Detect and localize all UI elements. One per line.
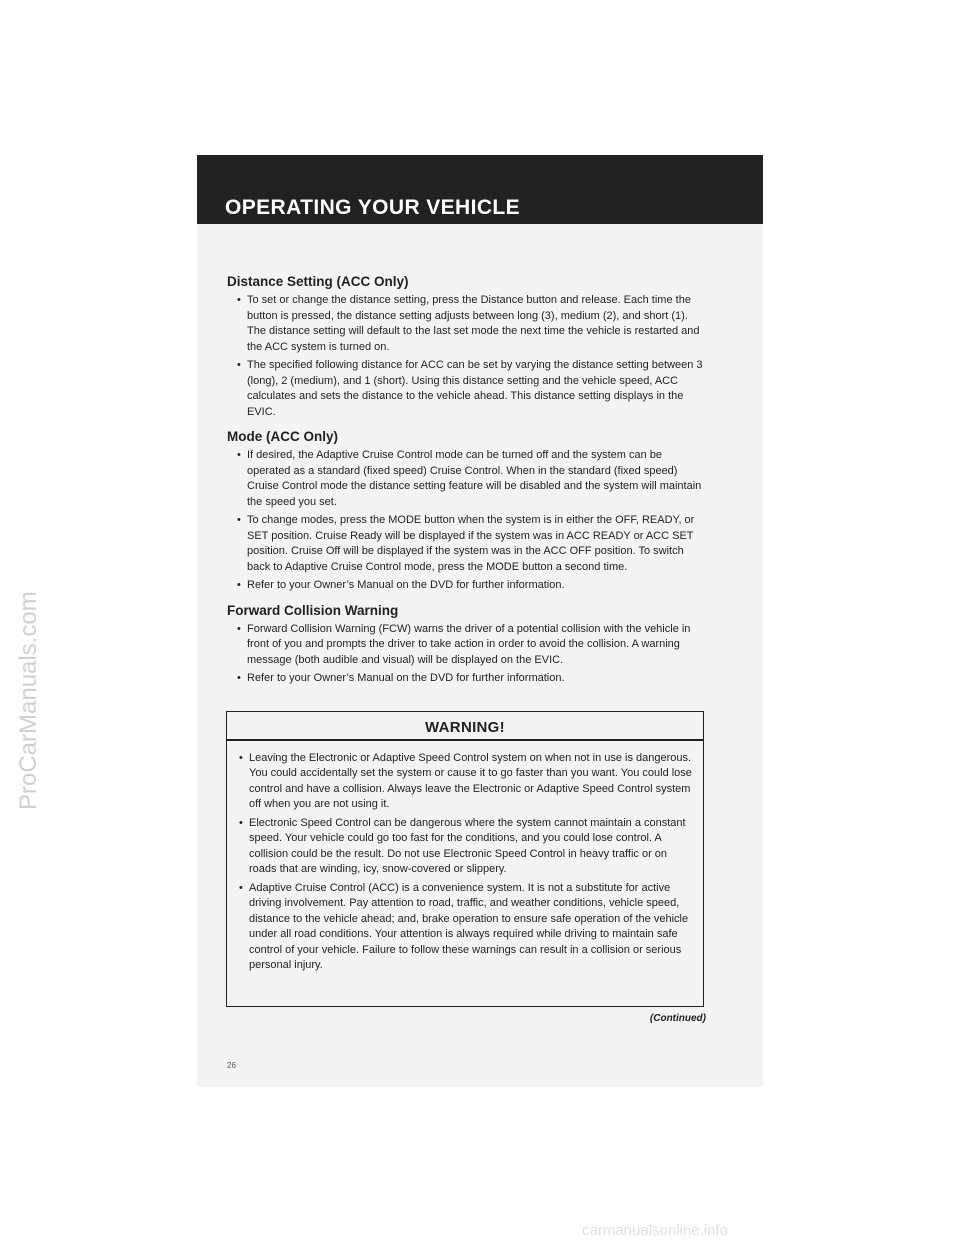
bullet-text: Leaving the Electronic or Adaptive Speed Control system on when not in use is dangerous. You could accidentally set the system or cause it to go faster than you want. You could lose control and have a collision. Always leave the Electronic or Adaptive Speed Control system off when you are not using it.	[249, 751, 692, 810]
list-item	[237, 448, 707, 510]
bullet-list	[227, 622, 707, 687]
bullet-text: Refer to your Owner’s Manual on the DVD for further information.	[247, 672, 565, 684]
manual-page	[197, 155, 763, 1087]
bullet-icon	[239, 751, 247, 767]
list-item	[237, 358, 707, 420]
bullet-icon	[237, 578, 245, 594]
list-item	[239, 751, 693, 813]
section-mode	[227, 428, 707, 594]
header-band	[197, 155, 763, 224]
bullet-text: If desired, the Adaptive Cruise Control mode can be turned off and the system can be operated as a standard (fixed speed) Cruise Control. When in the standard (fixed speed) Cruise Control mode the distance setting feature will be disabled and the system will maintain the speed you set.	[247, 449, 702, 508]
section-title: Forward Collision Warning	[227, 602, 399, 618]
section-forward-collision-warning	[227, 602, 707, 687]
bullet-icon	[237, 358, 245, 374]
list-item	[237, 622, 707, 669]
bullet-icon	[237, 293, 245, 309]
list-item	[239, 816, 693, 878]
main-content	[227, 273, 707, 695]
bullet-text: Adaptive Cruise Control (ACC) is a convenience system. It is not a substitute for active driving involvement. Pay attention to road, traffic, and weather conditions, vehicle speed, distance to the vehicle ahead; and, brake operation to ensure safe operation of the vehicle under all road conditions. Your attention is always required while driving to maintain safe control of your vehicle. Failure to follow these warnings can result in a collision or serious personal injury.	[249, 881, 689, 971]
warning-title: WARNING!	[425, 719, 505, 736]
bullet-icon	[237, 513, 245, 529]
warning-bullet-list	[237, 751, 693, 974]
list-item	[239, 881, 693, 974]
list-item	[237, 513, 707, 575]
bullet-text: To change modes, press the MODE button when the system is in either the OFF, READY, or SET position. Cruise Ready will be displayed if the system was in ACC READY or ACC SET position. Cruise Off will be displayed if the system was in the ACC OFF position. To switch back to Adaptive Cruise Control mode, press the MODE button a second time.	[247, 514, 695, 573]
continued-note: (Continued)	[649, 1013, 706, 1024]
list-item	[237, 293, 707, 355]
bullet-list	[227, 448, 707, 594]
bullet-text: Forward Collision Warning (FCW) warns the driver of a potential collision with the vehicle in front of you and prompts the driver to take action in order to avoid the collision. A warning message (both audible and visual) will be displayed on the EVIC.	[247, 622, 691, 666]
list-item	[237, 578, 707, 594]
bullet-list	[227, 293, 707, 420]
warning-body	[227, 741, 703, 974]
bullet-icon	[237, 622, 245, 638]
warning-box	[226, 711, 704, 1007]
side-watermark	[0, 450, 42, 850]
bottom-watermark: carmanualsonline.info	[582, 1222, 728, 1239]
page-number: 26	[227, 1061, 236, 1070]
bullet-text: To set or change the distance setting, press the Distance button and release. Each time the button is pressed, the distance setting adjusts between long (3), medium (2), and short (1). The distance setting will default to the last set mode the next time the vehicle is restarted and the ACC system is turned on.	[247, 294, 700, 353]
list-item	[237, 671, 707, 687]
section-title: Distance Setting (ACC Only)	[227, 274, 409, 289]
section-distance-setting	[227, 273, 707, 420]
bullet-icon	[239, 881, 247, 897]
bullet-icon	[237, 448, 245, 464]
side-watermark-text: ProCarManuals.com	[15, 591, 42, 810]
bullet-icon	[239, 816, 247, 832]
bullet-text: Refer to your Owner’s Manual on the DVD for further information.	[247, 579, 565, 591]
bullet-icon	[237, 671, 245, 687]
bullet-text: Electronic Speed Control can be dangerous where the system cannot maintain a constant speed. Your vehicle could go too fast for the conditions, and you could lose control. A collision could be the result. Do not use Electronic Speed Control in heavy traffic or on roads that are winding, icy, snow-covered or slippery.	[249, 816, 686, 875]
page-header-title: OPERATING YOUR VEHICLE	[225, 196, 521, 219]
section-title: Mode (ACC Only)	[227, 429, 338, 444]
bullet-text: The specified following distance for ACC can be set by varying the distance setting between 3 (long), 2 (medium), and 1 (short). Using this distance setting and the vehicle speed, ACC calculates and sets the distance to the vehicle ahead. This distance setting displays in the EVIC.	[247, 359, 703, 418]
